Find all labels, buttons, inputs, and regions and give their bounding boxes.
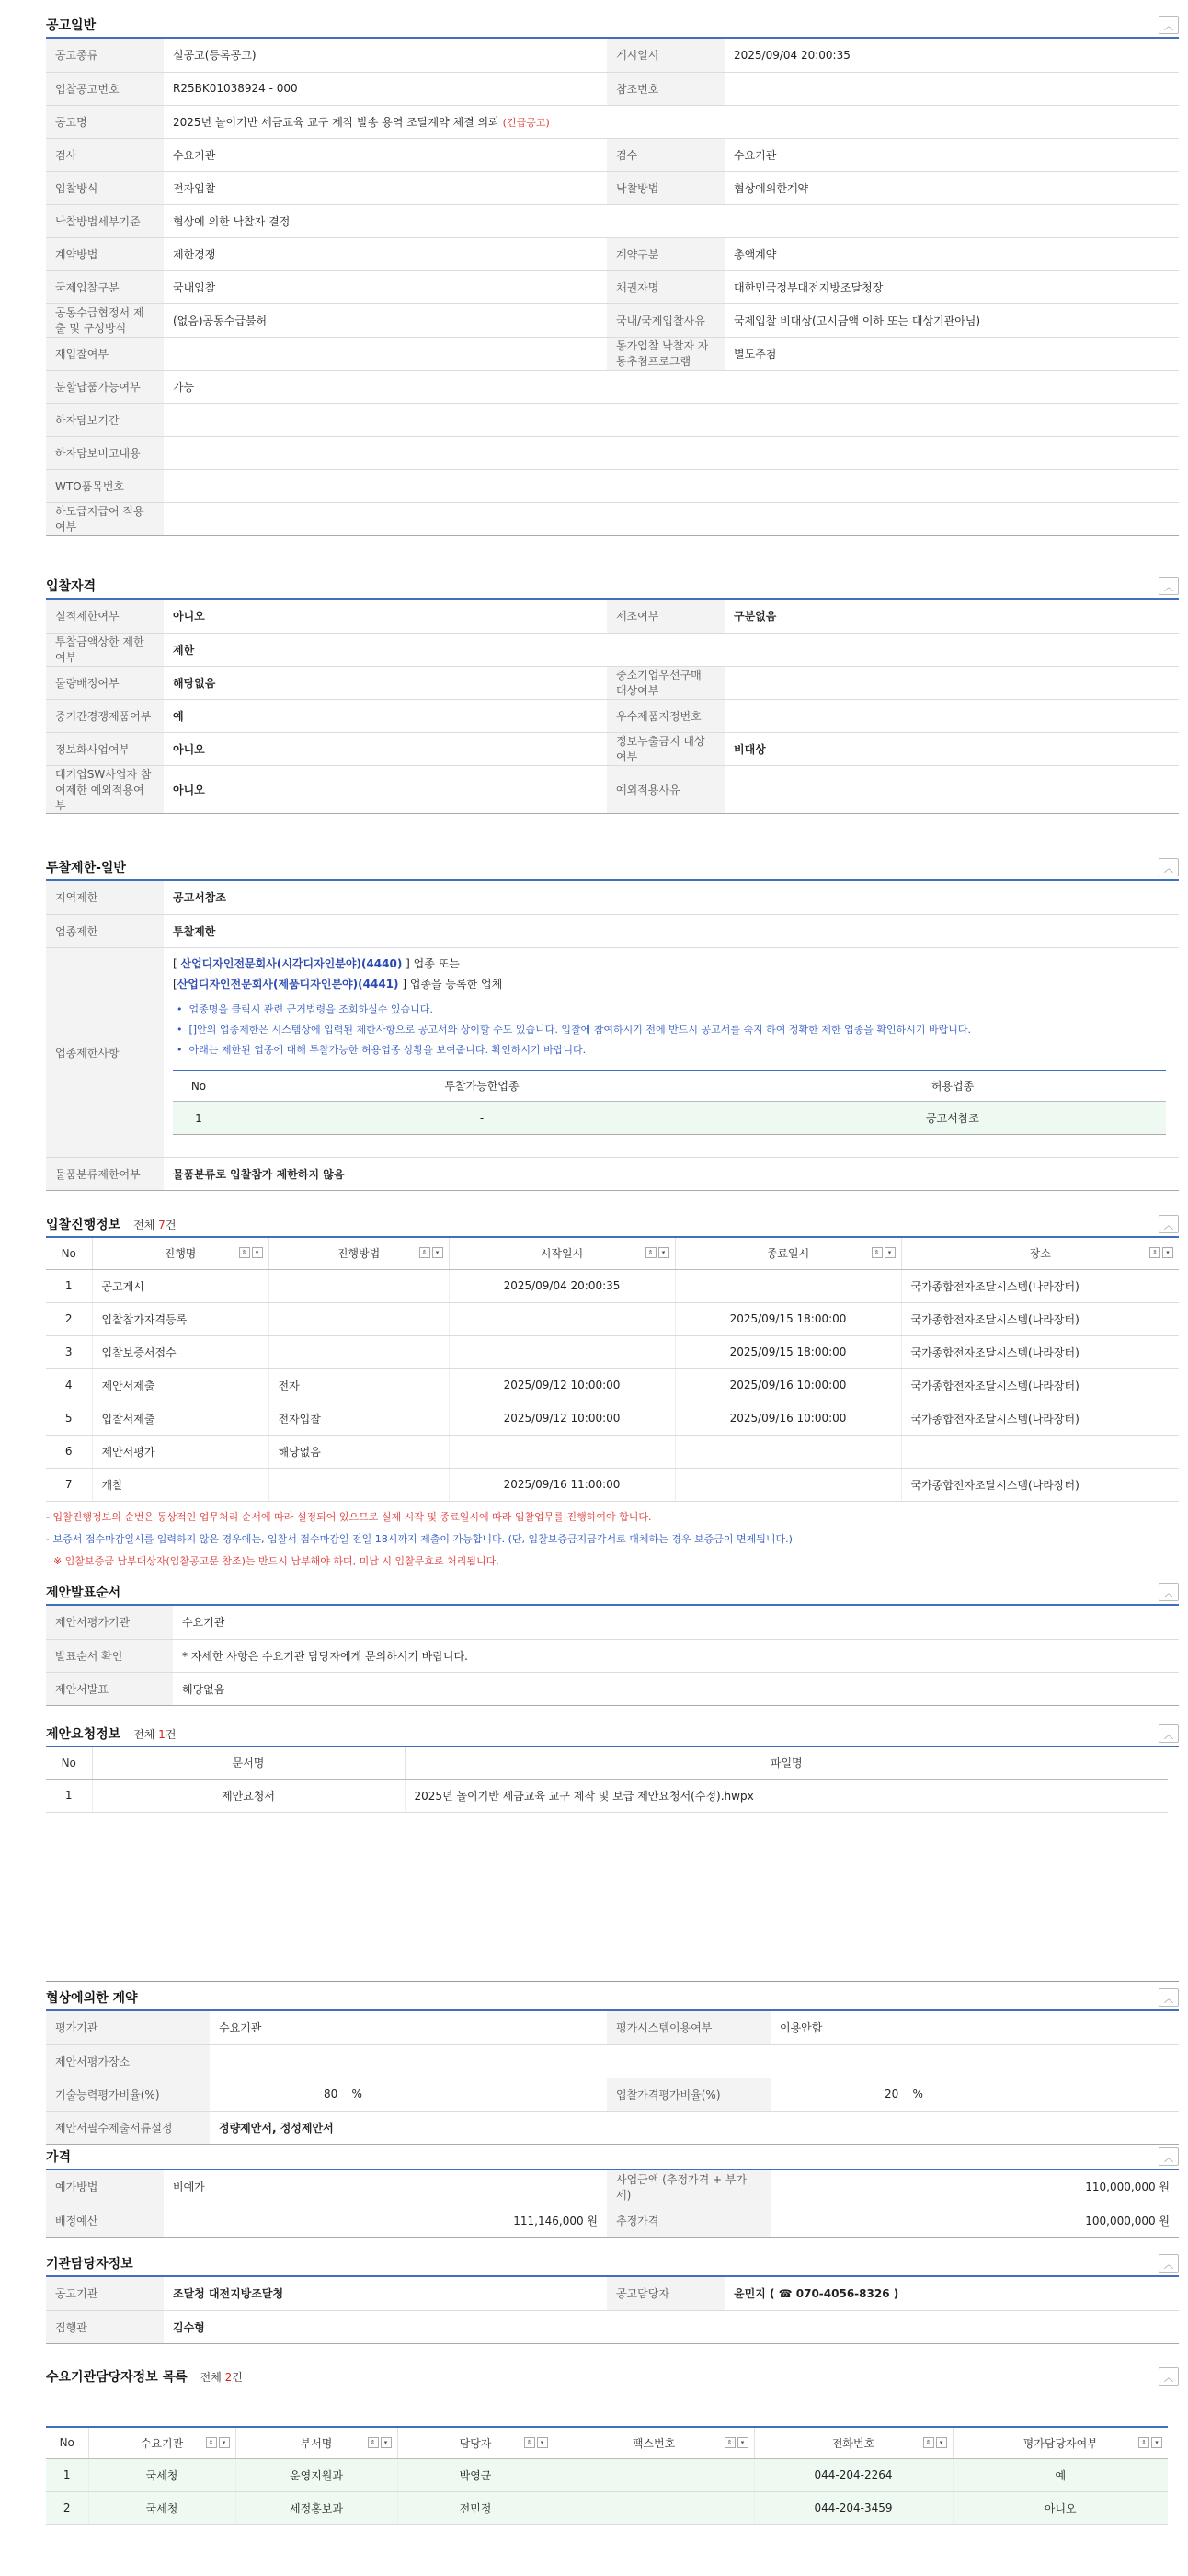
table-cell: 국가종합전자조달시스템(나라장터) [901, 1335, 1179, 1368]
section-bid-restriction [46, 855, 1179, 1191]
table-row [46, 2458, 1168, 2491]
restriction-table: 지역제한 공고서참조 업종제한 투찰제한 업종제한사항 [ 산업디자인전문회사(시각디자인분야)(4440) ] 업종 또는 [산업디자인전문회사(제품디자인분야)(4441) ] 업종을 등록한 업체 • 업종명을 클릭시 관련 근거법령을 조회하실수 있습니다. • []안의 업종제한은 시스템상에 입력된 제한사항으로 공고서와 상이할 수도 있습니다. 입찰에 참여하시기 전에 반드시 공고서를 숙지 하여 정확한 제한 업종을 확인하시기 바랍니다. • 아래는 제한된 업종에 대해 투찰가능한 허용업종 상황을 보여줍니다. 확인하시기 바랍니다. No 투찰가능한업종 허용업종 1 - 공고서참조 물품분류제한여부 물품분류로 입찰참가 제한하지 않음 [46, 881, 1179, 1191]
section-title: 수요기관담당자정보 목록 [46, 2370, 188, 2385]
table-cell: 2025/09/04 20:00:35 [449, 1269, 675, 1302]
table-cell: 국가종합전자조달시스템(나라장터) [901, 1368, 1179, 1402]
field-value: (없음)공동수급불허 [164, 303, 607, 337]
license-link-4440[interactable]: 산업디자인전문회사(시각디자인분야)(4440) [180, 956, 403, 970]
table-cell: 2025/09/12 10:00:00 [449, 1368, 675, 1402]
info-note: • []안의 업종제한은 시스템상에 입력된 제한사항으로 공고서와 상이할 수도 있습니다. 입찰에 참여하시기 전에 반드시 공고서를 숙지 하여 정확한 제한 업종을 확인하시기 바랍니다. [177, 1023, 972, 1036]
column-header[interactable]: 전화번호 ⇕ ▾ [754, 2427, 953, 2458]
section-title: 협상에의한 계약 [46, 1991, 138, 2006]
field-value [164, 502, 1179, 535]
field-label: 검사 [46, 138, 164, 171]
field-value: * 자세한 사항은 수요기관 담당자에게 문의하시기 바랍니다. [173, 1639, 1179, 1672]
table-cell [449, 1335, 675, 1368]
table-cell [554, 2491, 754, 2524]
field-label: WTO품목번호 [46, 469, 164, 502]
field-label: 계약구분 [607, 237, 725, 270]
collapse-icon[interactable]: ︿ [1159, 1215, 1179, 1233]
sort-icon[interactable]: ⇕ ▾ [239, 1247, 263, 1258]
table-cell: 국가종합전자조달시스템(나라장터) [901, 1269, 1179, 1302]
table-cell: 2 [46, 2491, 88, 2524]
field-value [164, 469, 1179, 502]
field-label: 국내/국제입찰사유 [607, 303, 725, 337]
count-label: 전체 7건 [133, 1219, 177, 1231]
agency-contact-table: 공고기관 조달청 대전지방조달청 공고담당자 윤민지 ( ☎ 070-4056-8326 ) 집행관 김수형 [46, 2277, 1179, 2344]
field-value: 협상에 의한 낙찰자 결정 [164, 204, 1179, 237]
field-value [164, 436, 1179, 469]
field-value: 예 [164, 699, 607, 732]
column-header[interactable]: 시작일시 ⇕ ▾ [449, 1238, 675, 1269]
field-label: 재입찰여부 [46, 337, 164, 370]
table-row [46, 337, 1179, 370]
field-value: 제한경쟁 [164, 237, 607, 270]
table-cell [268, 1468, 449, 1501]
presentation-table [46, 1606, 1179, 1706]
sort-icon[interactable]: ⇕ ▾ [1149, 1247, 1173, 1258]
field-label: 중소기업우선구매 대상여부 [607, 666, 725, 699]
section-progress [46, 1212, 1179, 1502]
section-proposal-request [46, 1722, 1179, 1813]
progress-notes: - 입찰진행정보의 순번은 동상적인 업무처리 순서에 따라 설정되어 있으므로 실제 시작 및 종료일시에 따라 입찰업무를 진행하여야 합니다. - 보증서 접수마감일시를 입력하지 않은 경우에는, 입찰서 접수마감일 전일 18시까지 제출이 가능합니다. (단, 입찰보증금지급각서로 대체하는 경우 보증금이 면제됩니다.) ※ 입찰보증금 납부대상자(입찰공고문 참조)는 반드시 납부해야 하며, 미납 시 입찰무효로 처리됩니다. [46, 1511, 793, 1567]
field-label: 공동수급협정서 제출 및 구성방식 [46, 303, 164, 337]
column-header[interactable]: 부서명 ⇕ ▾ [235, 2427, 397, 2458]
collapse-icon[interactable]: ︿ [1159, 16, 1179, 34]
column-header[interactable]: 종료일시 ⇕ ▾ [675, 1238, 901, 1269]
field-label: 하자담보기간 [46, 403, 164, 436]
field-label: 예외적용사유 [607, 765, 725, 813]
table-cell: 전자 [268, 1368, 449, 1402]
table-row [46, 105, 1179, 138]
field-value: 국제입찰 비대상(고시금액 이하 또는 대상기관아님) [725, 303, 1179, 337]
table-cell: 2025/09/15 18:00:00 [675, 1302, 901, 1335]
table-cell: 국가종합전자조달시스템(나라장터) [901, 1402, 1179, 1435]
field-label: 낙찰방법 [607, 171, 725, 204]
table-row [46, 204, 1179, 237]
section-title: 입찰진행정보 [46, 1218, 121, 1232]
table-cell: 공고게시 [92, 1269, 268, 1302]
section-title: 투찰제한-일반 [46, 861, 126, 876]
table-row [46, 469, 1179, 502]
table-header-row [46, 1238, 1179, 1269]
price-table: 예가방법 비예가 사업금액 (추정가격 + 부가세) 110,000,000 원 배정예산 111,146,000 원 추정가격 100,000,000 원 [46, 2170, 1179, 2238]
field-label: 검수 [607, 138, 725, 171]
sort-icon[interactable]: ⇕ ▾ [872, 1247, 896, 1258]
table-cell [554, 2458, 754, 2491]
field-label: 물량배정여부 [46, 666, 164, 699]
collapse-icon[interactable]: ︿ [1159, 1988, 1179, 2007]
field-value [725, 72, 1179, 105]
table-cell: 2025/09/16 11:00:00 [449, 1468, 675, 1501]
table-row [46, 765, 1179, 813]
table-cell [449, 1302, 675, 1335]
section-demand-contacts [46, 2364, 1179, 2525]
field-value: 전자입찰 [164, 171, 607, 204]
field-value: 가능 [164, 370, 1179, 403]
allowed-biz-table: No 투찰가능한업종 허용업종 1 - 공고서참조 [173, 1070, 1166, 1136]
field-value [725, 765, 1179, 813]
table-cell: 2025/09/12 10:00:00 [449, 1402, 675, 1435]
table-row [46, 1269, 1179, 1302]
column-header[interactable]: 진행명 ⇕ ▾ [92, 1238, 268, 1269]
section-negotiation [46, 1981, 1179, 2145]
progress-table [46, 1238, 1179, 1502]
table-row [46, 72, 1179, 105]
table-cell: 세정홍보과 [235, 2491, 397, 2524]
field-value: 실공고(등록공고) [164, 39, 607, 72]
table-row [46, 1435, 1179, 1468]
field-label: 실적제한여부 [46, 600, 164, 633]
table-row [46, 1606, 1179, 1639]
table-cell: 입찰보증서접수 [92, 1335, 268, 1368]
table-header-row [46, 2427, 1168, 2458]
table-row [46, 502, 1179, 535]
field-label: 중기간경쟁제품여부 [46, 699, 164, 732]
table-row [46, 436, 1179, 469]
field-label: 제안서발표 [46, 1672, 173, 1705]
table-cell [449, 1435, 675, 1468]
table-cell: 해당없음 [268, 1435, 449, 1468]
table-cell: 예 [953, 2458, 1168, 2491]
negotiation-table: 평가기관 수요기관 평가시스템이용여부 이용안함 제안서평가장소 기술능력평가비율(%) 80 % 입찰가격평가비율(%) 20 % 제안서필수제출서류설정 정량제안서, 정성제안서 [46, 2011, 1179, 2145]
column-header[interactable]: 장소 ⇕ ▾ [901, 1238, 1179, 1269]
section-title: 기관담당자정보 [46, 2257, 133, 2272]
table-cell [268, 1302, 449, 1335]
field-label: 하자담보비고내용 [46, 436, 164, 469]
table-row [46, 2491, 1168, 2524]
field-value: 해당없음 [164, 666, 607, 699]
table-cell: 전자입찰 [268, 1402, 449, 1435]
count-label: 전체 1건 [133, 1728, 177, 1741]
field-label: 낙찰방법세부기준 [46, 204, 164, 237]
field-value: 수요기관 [173, 1606, 1179, 1639]
proposal-file-table: No 문서명 파일명 1 제안요청서 2025년 놀이기반 세금교육 교구 제작 및 보급 제안요청서(수정).hwpx [46, 1747, 1168, 1813]
field-label: 우수제품지정번호 [607, 699, 725, 732]
license-link-4441[interactable]: 산업디자인전문회사(제품디자인분야)(4441) [177, 977, 399, 990]
table-cell: 입찰참가자격등록 [92, 1302, 268, 1335]
collapse-icon[interactable]: ︿ [1159, 2254, 1179, 2273]
table-row [46, 699, 1179, 732]
field-value: 별도추첨 [725, 337, 1179, 370]
section-title: 공고일반 [46, 18, 97, 33]
table-row [46, 1639, 1179, 1672]
table-row [46, 138, 1179, 171]
field-label: 대기업SW사업자 참여제한 예외적용여부 [46, 765, 164, 813]
demand-contacts-table [46, 2426, 1168, 2525]
table-cell: 운영지원과 [235, 2458, 397, 2491]
table-cell: 2025/09/15 18:00:00 [675, 1335, 901, 1368]
sort-icon[interactable]: ⇕ ▾ [206, 2437, 230, 2448]
region-value: 공고서참조 [164, 881, 1179, 914]
field-value: 비대상 [725, 732, 1179, 765]
table-row [46, 666, 1179, 699]
field-label: 채권자명 [607, 270, 725, 303]
table-row [46, 303, 1179, 337]
table-row [46, 171, 1179, 204]
info-note: • 업종명을 클릭시 관련 근거법령을 조회하실수 있습니다. [177, 1002, 433, 1015]
section-qualification [46, 574, 1179, 814]
table-row: 1 제안요청서 2025년 놀이기반 세금교육 교구 제작 및 보급 제안요청서(수정).hwpx [46, 1779, 1168, 1812]
column-header[interactable]: 진행방법 ⇕ ▾ [268, 1238, 449, 1269]
field-value [725, 666, 1179, 699]
table-row [46, 39, 1179, 72]
section-title: 입찰자격 [46, 579, 97, 594]
table-row [46, 1672, 1179, 1705]
info-note: • 아래는 제한된 업종에 대해 투찰가능한 허용업종 상황을 보여줍니다. 확인하시기 바랍니다. [177, 1043, 587, 1056]
table-cell: 국세청 [88, 2491, 235, 2524]
field-value: 해당없음 [173, 1672, 1179, 1705]
field-value: 대한민국정부대전지방조달청장 [725, 270, 1179, 303]
sort-icon[interactable]: ⇕ ▾ [419, 1247, 443, 1258]
table-cell: 전민정 [397, 2491, 554, 2524]
table-cell [901, 1435, 1179, 1468]
goods-value: 물품분류로 입찰참가 제한하지 않음 [164, 1157, 1179, 1190]
field-value: 아니오 [164, 765, 607, 813]
field-value: 총액계약 [725, 237, 1179, 270]
field-value: 협상에의한계약 [725, 171, 1179, 204]
sort-icon[interactable]: ⇕ ▾ [923, 2437, 947, 2448]
field-value: 2025년 놀이기반 세금교육 교구 제작 발송 용역 조달계약 체결 의뢰 (긴급공고) [164, 105, 1179, 138]
collapse-icon[interactable]: ︿ [1159, 2147, 1179, 2166]
file-link[interactable]: 2025년 놀이기반 세금교육 교구 제작 및 보급 제안요청서(수정).hwpx [405, 1779, 1168, 1812]
table-row [46, 633, 1179, 666]
section-presentation [46, 1580, 1179, 1706]
table-cell [675, 1468, 901, 1501]
table-cell [268, 1269, 449, 1302]
table-cell: 아니오 [953, 2491, 1168, 2524]
sort-icon[interactable]: ⇕ ▾ [645, 1247, 669, 1258]
section-price [46, 2145, 1179, 2238]
table-cell: 입찰서제출 [92, 1402, 268, 1435]
table-cell: 2025/09/16 10:00:00 [675, 1368, 901, 1402]
table-cell: 7 [46, 1468, 92, 1501]
field-value: 아니오 [164, 732, 607, 765]
table-row [46, 237, 1179, 270]
column-header[interactable]: 담당자 ⇕ ▾ [397, 2427, 554, 2458]
field-label: 분할납품가능여부 [46, 370, 164, 403]
table-cell: 개찰 [92, 1468, 268, 1501]
column-header: No [46, 1238, 92, 1269]
table-cell: 044-204-2264 [754, 2458, 953, 2491]
table-row [46, 1368, 1179, 1402]
field-label: 게시일시 [607, 39, 725, 72]
field-value: 수요기관 [725, 138, 1179, 171]
table-cell: 제안서평가 [92, 1435, 268, 1468]
field-label: 국제입찰구분 [46, 270, 164, 303]
field-label: 투찰금액상한 제한여부 [46, 633, 164, 666]
sort-icon[interactable]: ⇕ ▾ [368, 2437, 392, 2448]
urgent-badge: (긴급공고) [502, 116, 550, 129]
field-value: 아니오 [164, 600, 607, 633]
field-value: 국내입찰 [164, 270, 607, 303]
sort-icon[interactable]: ⇕ ▾ [725, 2437, 748, 2448]
table-cell: 1 [46, 1269, 92, 1302]
section-general [46, 13, 1179, 536]
table-cell [675, 1435, 901, 1468]
field-label: 입찰방식 [46, 171, 164, 204]
collapse-icon[interactable]: ︿ [1159, 1724, 1179, 1743]
table-cell: 1 [46, 2458, 88, 2491]
general-table [46, 39, 1179, 536]
collapse-icon[interactable]: ︿ [1159, 2367, 1179, 2386]
table-row [46, 1402, 1179, 1435]
column-header[interactable]: 팩스번호 ⇕ ▾ [554, 2427, 754, 2458]
column-header[interactable]: 평가담당자여부 ⇕ ▾ [953, 2427, 1168, 2458]
field-label: 입찰공고번호 [46, 72, 164, 105]
table-cell: 044-204-3459 [754, 2491, 953, 2524]
field-label: 계약방법 [46, 237, 164, 270]
section-title: 제안발표순서 [46, 1586, 121, 1600]
collapse-icon[interactable]: ︿ [1159, 1583, 1179, 1601]
field-value: 제한 [164, 633, 1179, 666]
field-label: 참조번호 [607, 72, 725, 105]
table-cell: 5 [46, 1402, 92, 1435]
table-cell: 국가종합전자조달시스템(나라장터) [901, 1302, 1179, 1335]
table-cell: 3 [46, 1335, 92, 1368]
table-row [46, 270, 1179, 303]
field-value: 수요기관 [164, 138, 607, 171]
table-row [46, 370, 1179, 403]
field-label: 동가입찰 낙찰자 자동추첨프로그램 [607, 337, 725, 370]
table-cell: 박영균 [397, 2458, 554, 2491]
field-label: 정보누출금지 대상여부 [607, 732, 725, 765]
field-value [725, 699, 1179, 732]
column-header[interactable]: 수요기관 ⇕ ▾ [88, 2427, 235, 2458]
table-cell: 제안서제출 [92, 1368, 268, 1402]
field-value: 구분없음 [725, 600, 1179, 633]
table-row [46, 600, 1179, 633]
field-label: 공고종류 [46, 39, 164, 72]
table-row [46, 403, 1179, 436]
table-cell: 6 [46, 1435, 92, 1468]
biz-value: 투찰제한 [164, 914, 1179, 947]
field-value [164, 403, 1179, 436]
field-value [164, 337, 607, 370]
field-label: 공고명 [46, 105, 164, 138]
table-cell [675, 1269, 901, 1302]
table-row [46, 1302, 1179, 1335]
table-row [46, 732, 1179, 765]
field-value: R25BK01038924 - 000 [164, 72, 607, 105]
table-cell: 2025/09/16 10:00:00 [675, 1402, 901, 1435]
section-agency-contact [46, 2251, 1179, 2344]
field-label: 발표순서 확인 [46, 1639, 173, 1672]
table-row [46, 1468, 1179, 1501]
collapse-icon[interactable]: ︿ [1159, 858, 1179, 876]
table-row [46, 1335, 1179, 1368]
column-header: No [46, 2427, 88, 2458]
section-title: 제안요청정보 [46, 1727, 121, 1742]
sort-icon[interactable]: ⇕ ▾ [1138, 2437, 1162, 2448]
field-label: 제조여부 [607, 600, 725, 633]
count-label: 전체 2건 [200, 2371, 243, 2384]
sort-icon[interactable]: ⇕ ▾ [524, 2437, 548, 2448]
table-cell: 4 [46, 1368, 92, 1402]
field-value: 2025/09/04 20:00:35 [725, 39, 1179, 72]
field-label: 제안서평가기관 [46, 1606, 173, 1639]
collapse-icon[interactable]: ︿ [1159, 577, 1179, 595]
field-label: 정보화사업여부 [46, 732, 164, 765]
section-title: 가격 [46, 2150, 72, 2165]
table-cell [268, 1335, 449, 1368]
field-label: 하도급지급여 적용여부 [46, 502, 164, 535]
table-cell: 2 [46, 1302, 92, 1335]
qualification-table [46, 600, 1179, 814]
table-cell: 국가종합전자조달시스템(나라장터) [901, 1468, 1179, 1501]
table-cell: 국세청 [88, 2458, 235, 2491]
